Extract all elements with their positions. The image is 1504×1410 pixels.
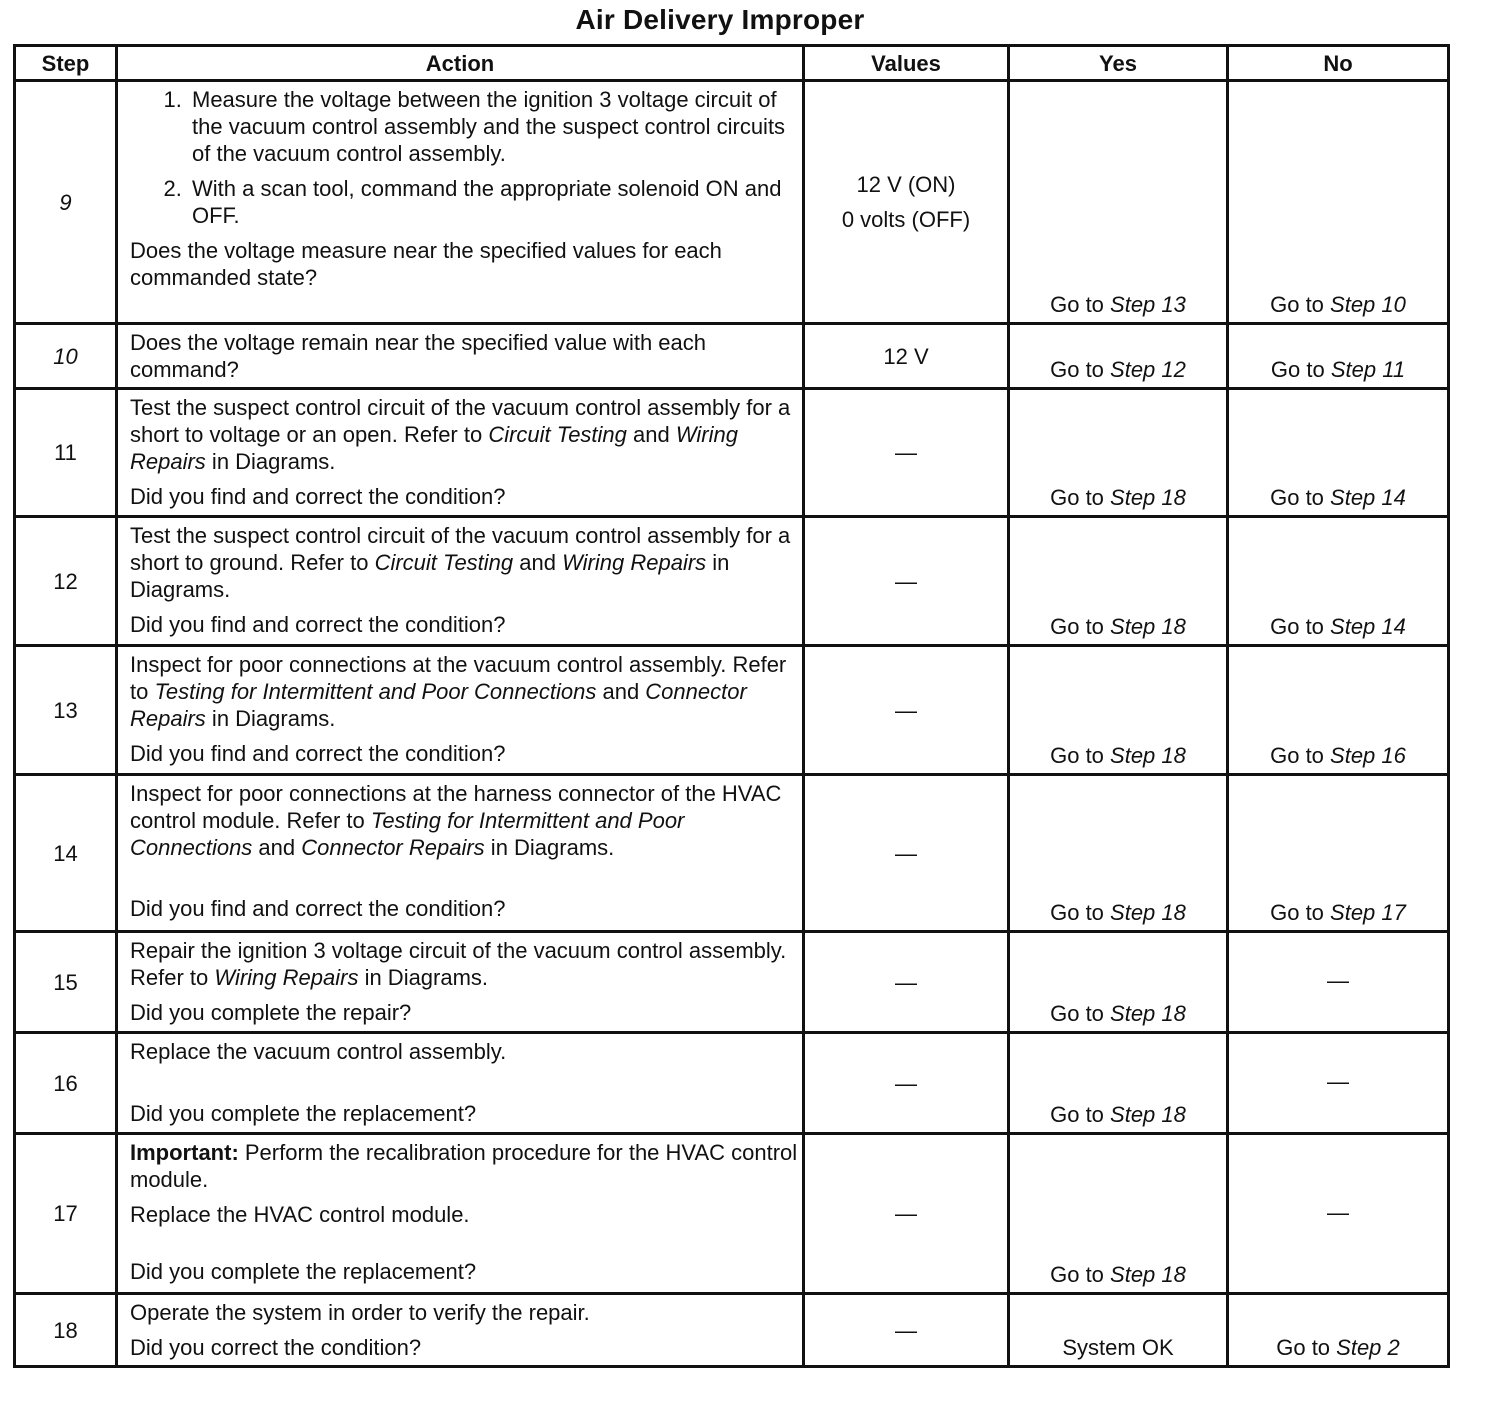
diagnostic-table bbox=[13, 44, 1450, 1368]
yes-cell: System OK bbox=[1009, 1294, 1228, 1367]
yes-prefix: Go to bbox=[1050, 614, 1111, 639]
action-cell bbox=[117, 324, 804, 389]
text-part: Inspect for poor connections at the harness connector of the HVAC control module. Refer to bbox=[130, 781, 782, 833]
yes-prefix: Go to bbox=[1050, 1262, 1111, 1287]
text-part: and bbox=[513, 550, 563, 575]
action-cell bbox=[117, 1033, 804, 1134]
no-prefix: Go to bbox=[1270, 900, 1331, 925]
text-part: and bbox=[626, 422, 676, 447]
action-cell bbox=[117, 1294, 804, 1367]
no-cell bbox=[1228, 1294, 1449, 1367]
table-row bbox=[15, 389, 1449, 517]
step-number: 12 bbox=[15, 517, 117, 646]
yes-prefix: Go to bbox=[1050, 357, 1111, 382]
text-part: in Diagrams. bbox=[358, 965, 489, 990]
action-cell bbox=[117, 1134, 804, 1294]
text-part: Inspect for poor connections at the vacuum control assembly. Refer to bbox=[130, 652, 787, 704]
reference: Connector Repairs bbox=[301, 835, 485, 860]
reference: Connector Repairs bbox=[130, 679, 747, 731]
action-question: Did you find and correct the condition? bbox=[130, 896, 506, 921]
no-step-link[interactable]: Step 14 bbox=[1330, 614, 1406, 639]
text-part: in Diagrams. bbox=[205, 706, 336, 731]
no-step-link[interactable]: Step 10 bbox=[1330, 292, 1406, 317]
header-action: Action bbox=[117, 46, 804, 81]
table-row bbox=[15, 1033, 1449, 1134]
action-text: Replace the vacuum control assembly. bbox=[130, 1039, 507, 1064]
important-note bbox=[130, 1139, 798, 1193]
table-row bbox=[15, 324, 1449, 389]
values-cell: — bbox=[804, 932, 1009, 1033]
value-off: 0 volts (OFF) bbox=[841, 207, 971, 232]
action-question: Did you find and correct the condition? bbox=[130, 741, 506, 766]
action-question: Did you find and correct the condition? bbox=[130, 612, 506, 637]
text-part: and bbox=[252, 835, 302, 860]
yes-prefix: Go to bbox=[1050, 1001, 1111, 1026]
no-cell: — bbox=[1228, 1134, 1449, 1294]
text-part: in Diagrams. bbox=[205, 449, 336, 474]
reference: Wiring Repairs bbox=[214, 965, 359, 990]
no-cell bbox=[1228, 775, 1449, 932]
table-row bbox=[15, 1294, 1449, 1367]
action-text bbox=[130, 937, 798, 991]
list-item: 1. Measure the voltage between the ignition 3 voltage circuit of the vacuum control assembly and the suspect control circuits of the vacuum control assembly. bbox=[188, 86, 798, 167]
yes-cell bbox=[1009, 775, 1228, 932]
table-row bbox=[15, 775, 1449, 932]
yes-step-link[interactable]: Step 18 bbox=[1110, 1001, 1186, 1026]
reference: Testing for Intermittent and Poor Connections bbox=[130, 808, 685, 860]
action-cell bbox=[117, 81, 804, 324]
reference: Circuit Testing bbox=[488, 422, 627, 447]
values-cell: — bbox=[804, 646, 1009, 775]
no-step-link[interactable]: Step 11 bbox=[1330, 357, 1406, 382]
step-number: 17 bbox=[15, 1134, 117, 1294]
step-number: 10 bbox=[15, 324, 117, 389]
action-question: Does the voltage remain near the specified value with each command? bbox=[130, 330, 707, 382]
page-title: Air Delivery Improper bbox=[575, 4, 865, 35]
values-cell: — bbox=[804, 389, 1009, 517]
action-cell bbox=[117, 932, 804, 1033]
action-text bbox=[130, 394, 798, 475]
action-text bbox=[130, 651, 798, 732]
no-step-link[interactable]: Step 16 bbox=[1330, 743, 1406, 768]
yes-step-link[interactable]: Step 18 bbox=[1110, 900, 1186, 925]
yes-cell bbox=[1009, 1134, 1228, 1294]
no-step-link[interactable]: Step 14 bbox=[1330, 485, 1406, 510]
text-part: and bbox=[596, 679, 646, 704]
action-cell bbox=[117, 775, 804, 932]
no-cell bbox=[1228, 646, 1449, 775]
list-item: 2. With a scan tool, command the appropriate solenoid ON and OFF. bbox=[188, 175, 798, 229]
table-row bbox=[15, 1134, 1449, 1294]
table-row bbox=[15, 517, 1449, 646]
yes-step-link[interactable]: Step 13 bbox=[1110, 292, 1186, 317]
action-cell bbox=[117, 389, 804, 517]
action-text: Operate the system in order to verify the repair. bbox=[130, 1300, 590, 1325]
step-number: 11 bbox=[15, 389, 117, 517]
action-question: Did you correct the condition? bbox=[130, 1335, 422, 1360]
yes-cell bbox=[1009, 389, 1228, 517]
action-text bbox=[130, 780, 798, 861]
no-step-link[interactable]: Step 17 bbox=[1330, 900, 1406, 925]
no-cell: — bbox=[1228, 1033, 1449, 1134]
text-part: Test the suspect control circuit of the vacuum control assembly for a short to ground. Refer to bbox=[130, 523, 791, 575]
action-question: Did you complete the replacement? bbox=[130, 1101, 477, 1126]
values-cell: — bbox=[804, 775, 1009, 932]
yes-prefix: Go to bbox=[1050, 743, 1111, 768]
important-label: Important: bbox=[130, 1140, 239, 1165]
text-part: Test the suspect control circuit of the vacuum control assembly for a short to voltage or an open. Refer to bbox=[130, 395, 791, 447]
action-text: Replace the HVAC control module. bbox=[130, 1202, 470, 1227]
header-no: No bbox=[1228, 46, 1449, 81]
yes-step-link[interactable]: Step 18 bbox=[1110, 485, 1186, 510]
value-on: 12 V (ON) bbox=[856, 172, 956, 197]
step-number: 13 bbox=[15, 646, 117, 775]
header-yes: Yes bbox=[1009, 46, 1228, 81]
action-question: Did you complete the repair? bbox=[130, 1000, 412, 1025]
no-cell: — bbox=[1228, 932, 1449, 1033]
yes-prefix: Go to bbox=[1050, 900, 1111, 925]
no-cell bbox=[1228, 324, 1449, 389]
reference: Wiring Repairs bbox=[562, 550, 707, 575]
values-cell: — bbox=[804, 1294, 1009, 1367]
no-prefix: Go to bbox=[1270, 614, 1331, 639]
no-prefix: Go to bbox=[1270, 485, 1331, 510]
no-prefix: Go to bbox=[1276, 1335, 1337, 1360]
yes-cell bbox=[1009, 517, 1228, 646]
reference: Wiring Repairs bbox=[130, 422, 738, 474]
text-part: in Diagrams. bbox=[130, 550, 730, 602]
table-row bbox=[15, 81, 1449, 324]
yes-cell bbox=[1009, 81, 1228, 324]
action-cell bbox=[117, 517, 804, 646]
no-cell bbox=[1228, 81, 1449, 324]
values-cell: — bbox=[804, 1033, 1009, 1134]
text-part: Repair the ignition 3 voltage circuit of the vacuum control assembly. Refer to bbox=[130, 938, 787, 990]
yes-cell bbox=[1009, 646, 1228, 775]
values-cell: 12 V bbox=[804, 324, 1009, 389]
action-list bbox=[130, 86, 798, 229]
action-question: Does the voltage measure near the specified values for each commanded state? bbox=[130, 238, 722, 290]
step-number: 16 bbox=[15, 1033, 117, 1134]
yes-step-link[interactable]: Step 18 bbox=[1110, 743, 1186, 768]
yes-step-link[interactable]: Step 12 bbox=[1110, 357, 1186, 382]
important-text: Perform the recalibration procedure for the HVAC control module. bbox=[130, 1140, 798, 1192]
no-prefix: Go to bbox=[1270, 292, 1331, 317]
no-cell bbox=[1228, 517, 1449, 646]
step-number: 18 bbox=[15, 1294, 117, 1367]
reference: Testing for Intermittent and Poor Connections bbox=[154, 679, 597, 704]
step-number: 9 bbox=[15, 81, 117, 324]
table-row bbox=[15, 932, 1449, 1033]
values-cell bbox=[804, 81, 1009, 324]
text-part: in Diagrams. bbox=[484, 835, 615, 860]
header-values: Values bbox=[804, 46, 1009, 81]
header-row bbox=[15, 46, 1449, 81]
yes-step-link[interactable]: Step 18 bbox=[1110, 1102, 1186, 1127]
no-step-link[interactable]: Step 2 bbox=[1336, 1335, 1400, 1360]
yes-prefix: Go to bbox=[1050, 1102, 1111, 1127]
action-question: Did you find and correct the condition? bbox=[130, 484, 506, 509]
yes-cell bbox=[1009, 324, 1228, 389]
no-prefix: Go to bbox=[1270, 743, 1331, 768]
yes-prefix: Go to bbox=[1050, 485, 1111, 510]
action-text bbox=[130, 522, 798, 603]
action-cell bbox=[117, 646, 804, 775]
yes-prefix: Go to bbox=[1050, 292, 1111, 317]
values-cell: — bbox=[804, 517, 1009, 646]
table-row bbox=[15, 646, 1449, 775]
header-step: Step bbox=[15, 46, 117, 81]
action-question: Did you complete the replacement? bbox=[130, 1259, 477, 1284]
yes-step-link[interactable]: Step 18 bbox=[1110, 614, 1186, 639]
no-cell bbox=[1228, 389, 1449, 517]
yes-cell bbox=[1009, 1033, 1228, 1134]
yes-cell bbox=[1009, 932, 1228, 1033]
yes-step-link[interactable]: Step 18 bbox=[1110, 1262, 1186, 1287]
values-cell: — bbox=[804, 1134, 1009, 1294]
step-number: 14 bbox=[15, 775, 117, 932]
reference: Circuit Testing bbox=[374, 550, 514, 575]
no-prefix: Go to bbox=[1270, 357, 1331, 382]
step-number: 15 bbox=[15, 932, 117, 1033]
